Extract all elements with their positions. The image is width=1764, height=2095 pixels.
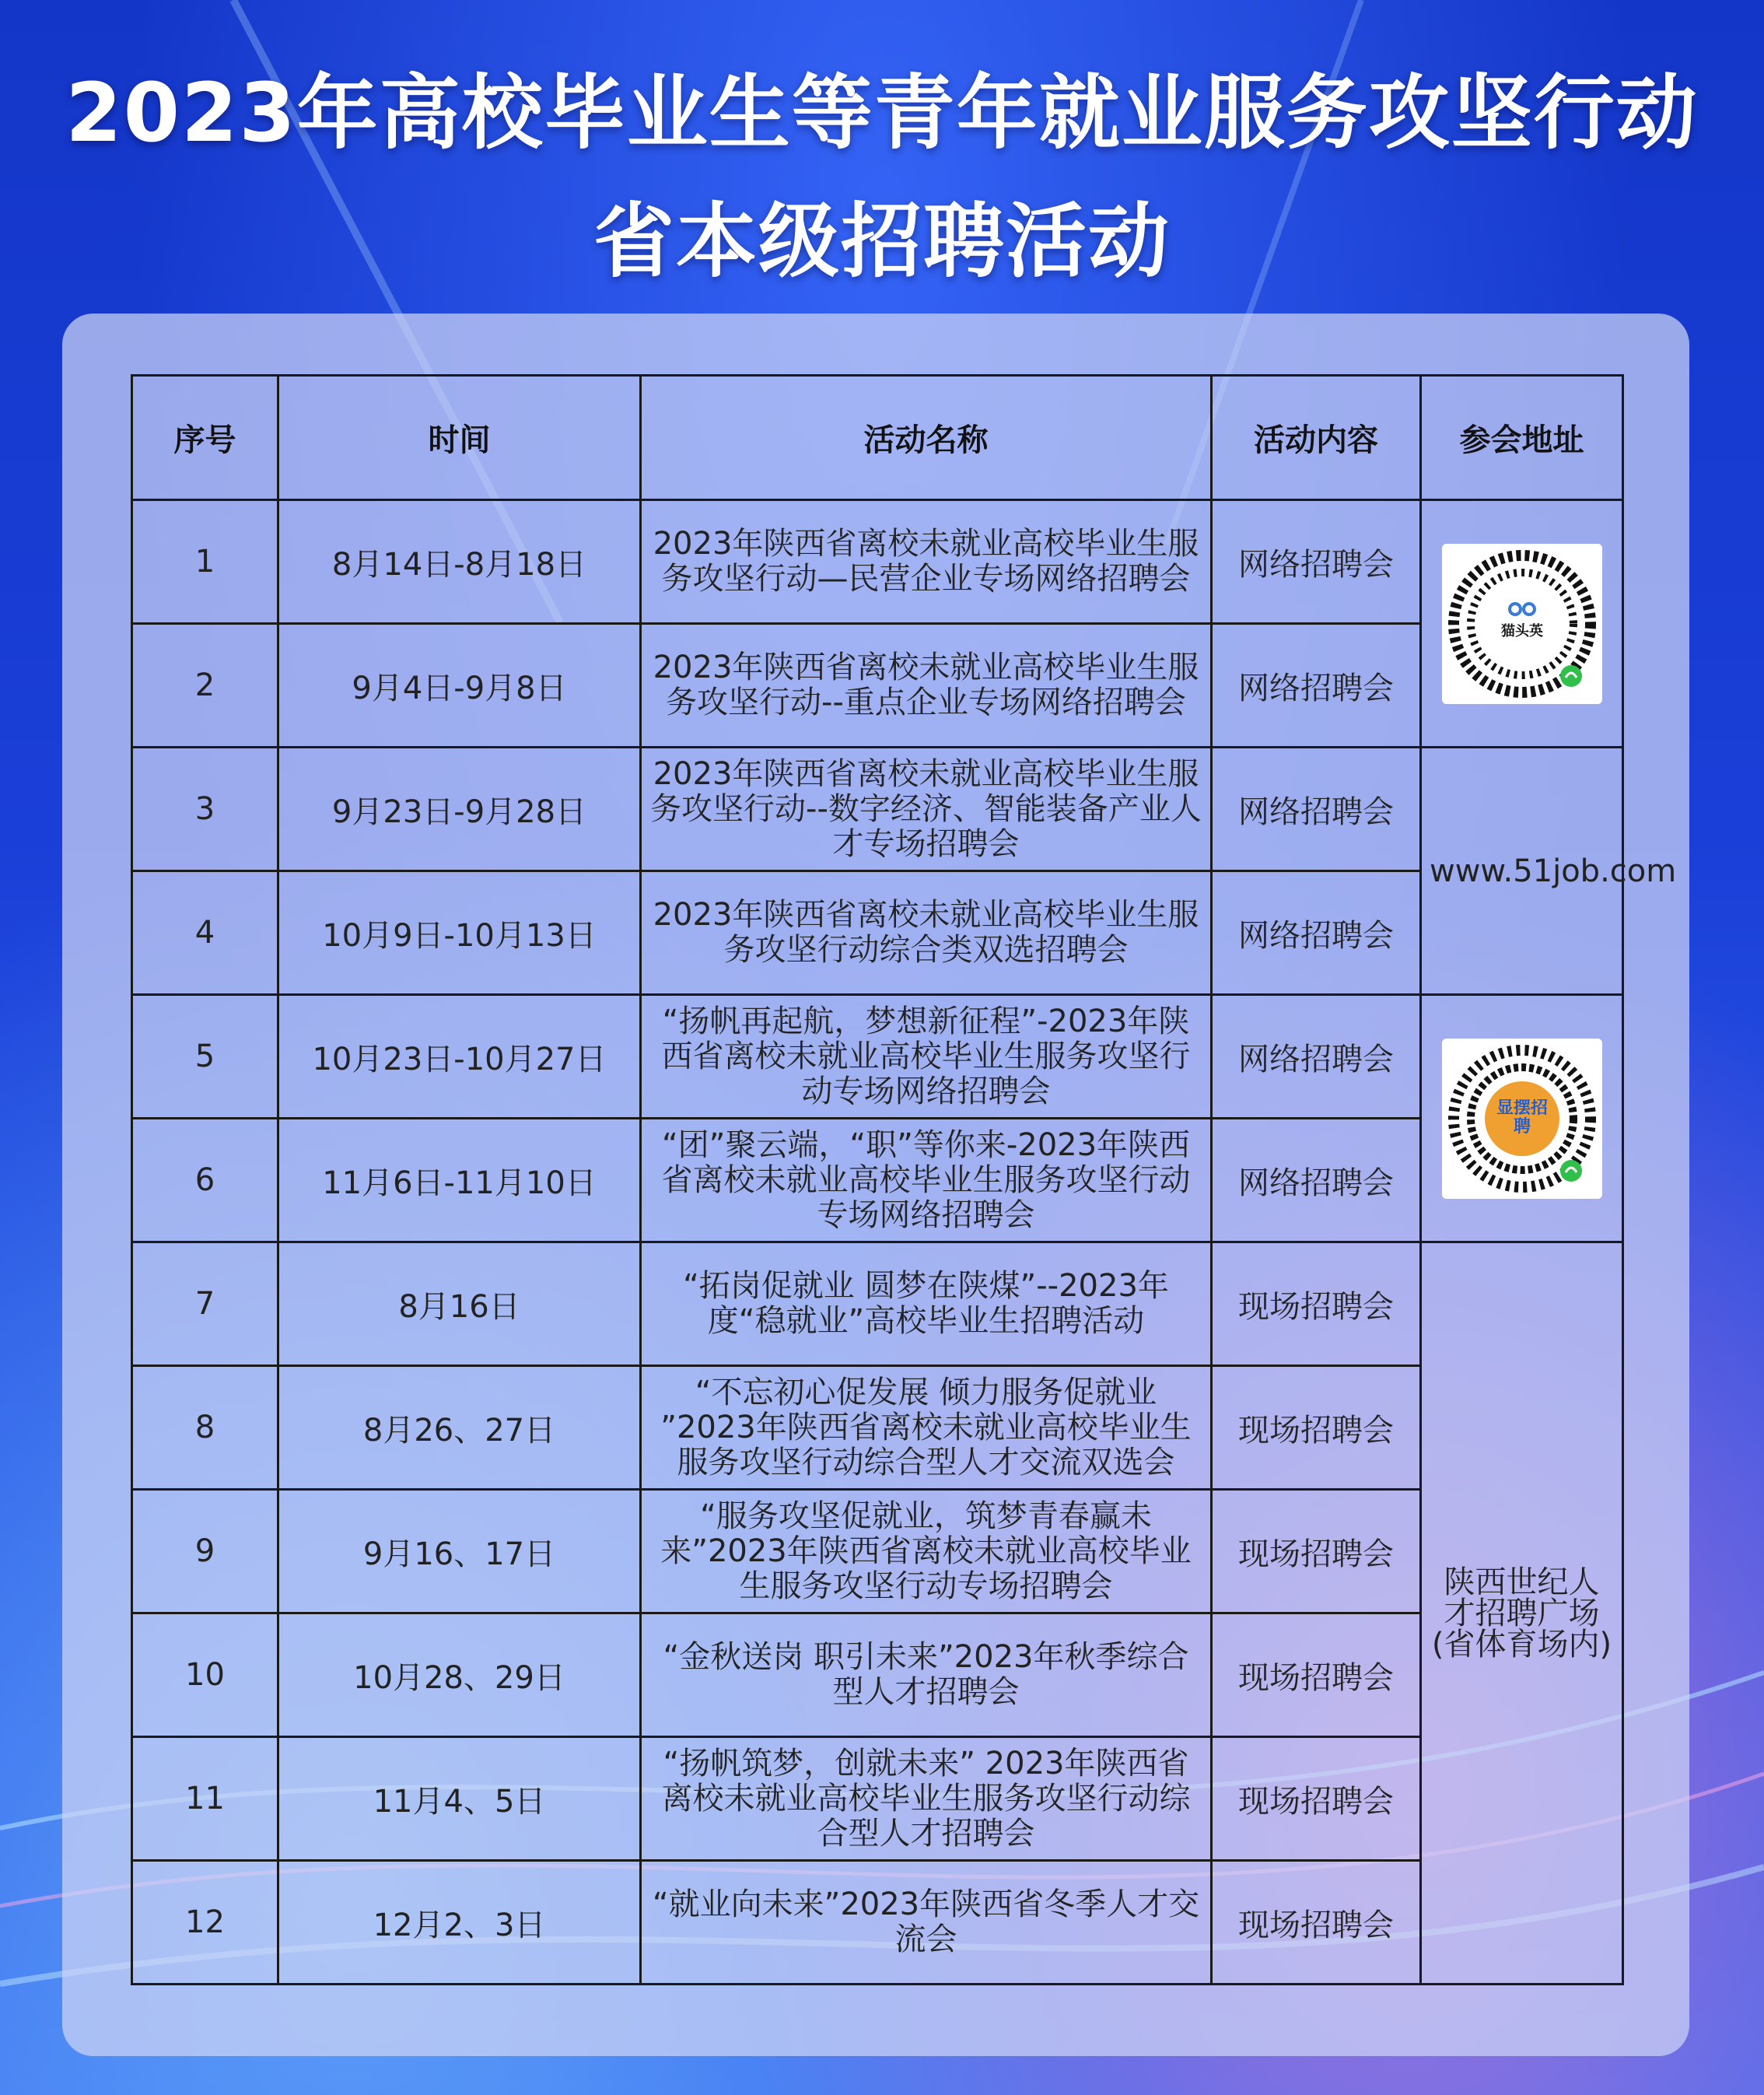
qr-code-maotouying[interactable] [1442,544,1602,704]
row-name: “服务攻坚促就业，筑梦青春赢未来”2023年陕西省离校未就业高校毕业生服务攻坚行动专场招聘会 [641,1490,1212,1613]
header-name: 活动名称 [641,376,1212,500]
row-time: 10月28、29日 [278,1613,641,1737]
row-time: 11月4、5日 [278,1737,641,1861]
header-address: 参会地址 [1421,376,1623,500]
row-type: 现场招聘会 [1212,1861,1421,1985]
row-time: 9月23日-9月28日 [278,748,641,871]
row-no: 5 [132,995,278,1119]
row-name: 2023年陕西省离校未就业高校毕业生服务攻坚行动--数字经济、智能装备产业人才专场招聘会 [641,748,1212,871]
page-title-line2: 省本级招聘活动 [593,194,1171,289]
row-name: “不忘初心促发展 倾力服务促就业 ”2023年陕西省离校未就业高校毕业生服务攻坚行动综合型人才交流双选会 [641,1366,1212,1490]
row-name: 2023年陕西省离校未就业高校毕业生服务攻坚行动--重点企业专场网络招聘会 [641,624,1212,748]
row-no: 12 [132,1861,278,1985]
header-time: 时间 [278,376,641,500]
table-row [132,995,1623,1119]
row-no: 4 [132,871,278,995]
row-time: 10月23日-10月27日 [278,995,641,1119]
row-time: 8月26、27日 [278,1366,641,1490]
row-time: 8月14日-8月18日 [278,500,641,624]
row-no: 11 [132,1737,278,1861]
table-row [132,1242,1623,1366]
row-type: 网络招聘会 [1212,748,1421,871]
row-no: 9 [132,1490,278,1613]
table-row [132,871,1623,995]
table-row [132,624,1623,748]
table-row [132,1366,1623,1490]
table-row [132,1119,1623,1242]
table-row [132,1861,1623,1985]
row-time: 12月2、3日 [278,1861,641,1985]
row-type: 现场招聘会 [1212,1490,1421,1613]
qr-code-xianbai[interactable] [1442,1039,1602,1199]
row-time: 11月6日-11月10日 [278,1119,641,1242]
row-type: 现场招聘会 [1212,1242,1421,1366]
row-no: 10 [132,1613,278,1737]
address-qr1-cell [1421,500,1623,748]
row-no: 3 [132,748,278,871]
table-header-row [132,376,1623,500]
row-type: 网络招聘会 [1212,995,1421,1119]
table-row [132,500,1623,624]
row-name: 2023年陕西省离校未就业高校毕业生服务攻坚行动—民营企业专场网络招聘会 [641,500,1212,624]
address-website[interactable]: www.51job.com [1421,748,1623,995]
row-no: 8 [132,1366,278,1490]
address-qr2-cell [1421,995,1623,1242]
row-no: 7 [132,1242,278,1366]
row-time: 8月16日 [278,1242,641,1366]
row-name: “扬帆再起航，梦想新征程”-2023年陕西省离校未就业高校毕业生服务攻坚行动专场网络招聘会 [641,995,1212,1119]
address-venue: 陕西世纪人才招聘广场(省体育场内) [1421,1242,1623,1985]
row-name: “团”聚云端，“职”等你来-2023年陕西省离校未就业高校毕业生服务攻坚行动专场网络招聘会 [641,1119,1212,1242]
header-type: 活动内容 [1212,376,1421,500]
row-no: 1 [132,500,278,624]
table-row [132,1490,1623,1613]
page-title-line1: 2023年高校毕业生等青年就业服务攻坚行动 [65,65,1699,160]
row-type: 网络招聘会 [1212,1119,1421,1242]
row-time: 9月4日-9月8日 [278,624,641,748]
header-no: 序号 [132,376,278,500]
row-type: 现场招聘会 [1212,1737,1421,1861]
row-no: 2 [132,624,278,748]
row-name: “就业向未来”2023年陕西省冬季人才交流会 [641,1861,1212,1985]
row-no: 6 [132,1119,278,1242]
table-row [132,1613,1623,1737]
row-type: 现场招聘会 [1212,1613,1421,1737]
qr1-logo-text: 猫头英 [1500,622,1543,639]
row-name: “拓岗促就业 圆梦在陕煤”--2023年度“稳就业”高校毕业生招聘活动 [641,1242,1212,1366]
row-name: 2023年陕西省离校未就业高校毕业生服务攻坚行动综合类双选招聘会 [641,871,1212,995]
row-name: “金秋送岗 职引未来”2023年秋季综合型人才招聘会 [641,1613,1212,1737]
row-name: “扬帆筑梦，创就未来” 2023年陕西省离校未就业高校毕业生服务攻坚行动综合型人才招聘会 [641,1737,1212,1861]
row-type: 网络招聘会 [1212,624,1421,748]
row-time: 10月9日-10月13日 [278,871,641,995]
table-row [132,1737,1623,1861]
row-type: 网络招聘会 [1212,500,1421,624]
row-time: 9月16、17日 [278,1490,641,1613]
qr2-logo-text: 显摆招聘 [1496,1098,1548,1137]
recruitment-schedule-table [131,374,1677,1985]
table-row [132,748,1623,871]
row-type: 现场招聘会 [1212,1366,1421,1490]
row-type: 网络招聘会 [1212,871,1421,995]
